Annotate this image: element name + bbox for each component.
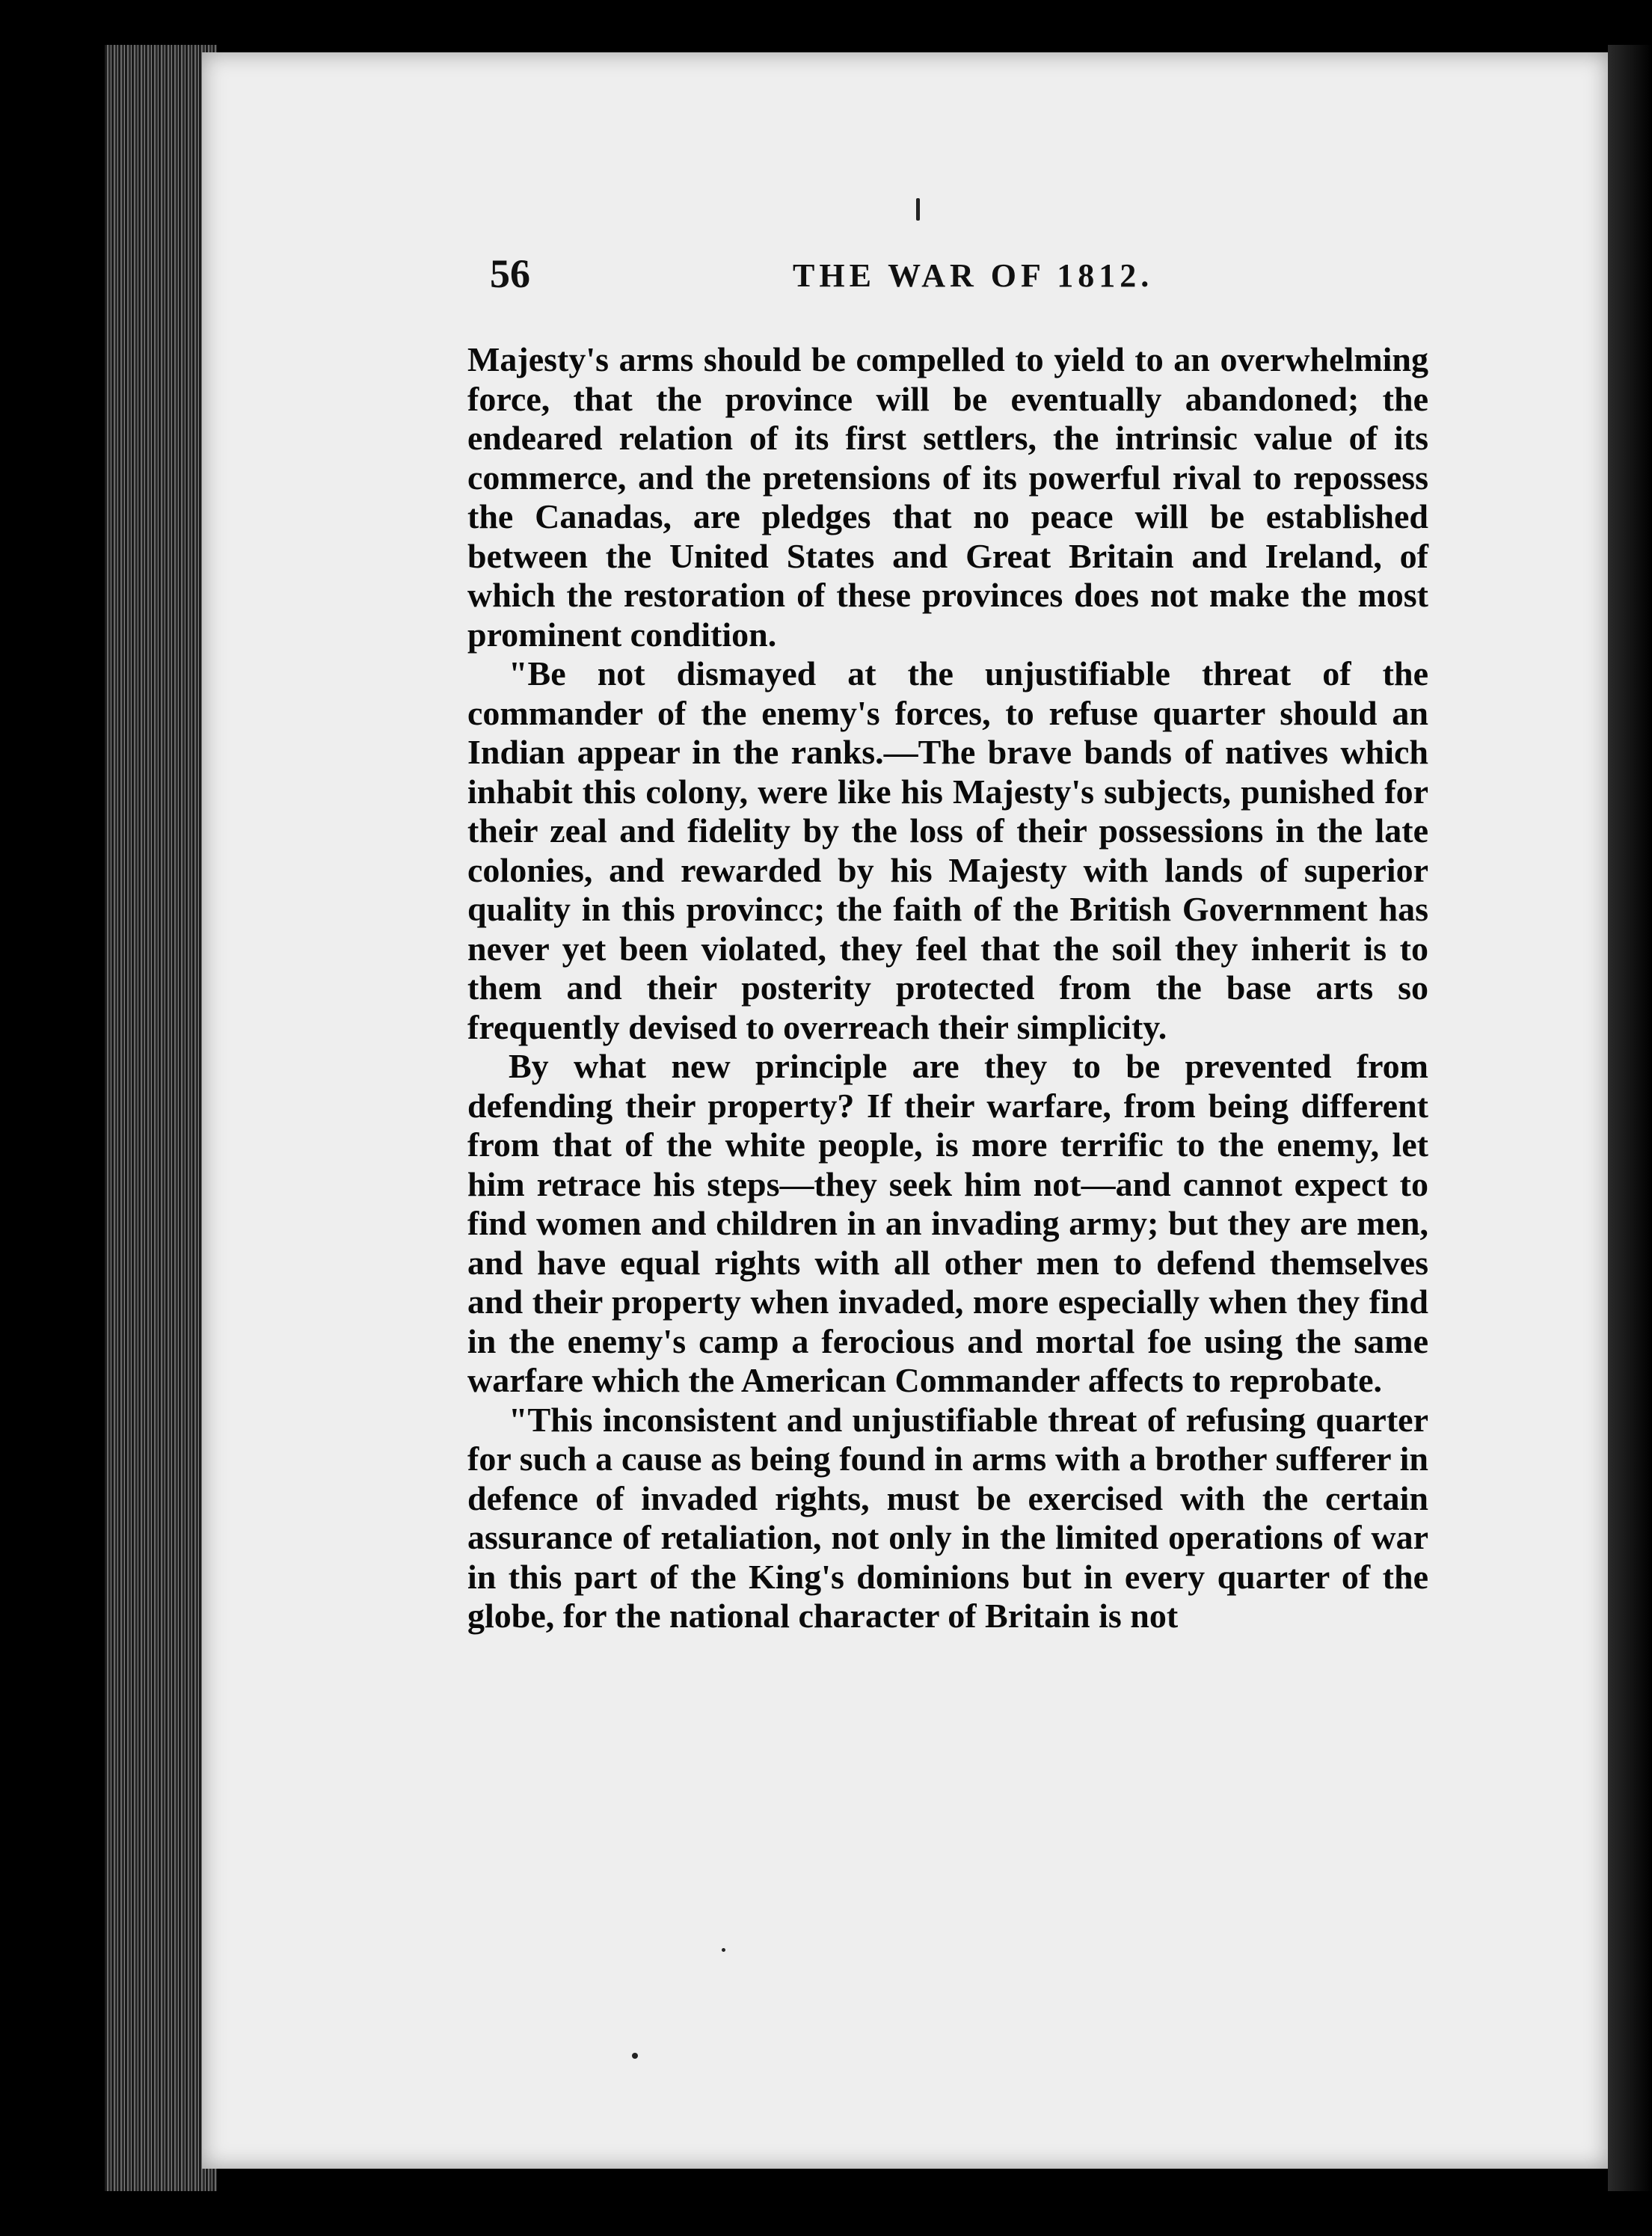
paragraph-4: "This inconsistent and unjustifiable threat of refusing quarter for such a cause as being found in arms with a brother sufferer in defence of invaded rights, must be exercised with the certain assurance of retaliation, not only in the limited operations of war in this part of the King's dominions but in every quarter of the globe, for the national character of Britain is not [467, 1400, 1428, 1635]
book-page-edges [105, 45, 217, 2191]
page-header [490, 251, 1462, 310]
body-text [467, 340, 1428, 1636]
running-title: THE WAR OF 1812. [793, 257, 1154, 294]
scan-speck [632, 2053, 638, 2059]
paragraph-3: By what new principle are they to be prevented from defending their property? If their warfare, from being different from that of the white people, is more terrific to the enemy, let him retrace his steps—they seek him not—and cannot expect to find women and children in an invading army; but they are men, and have equal rights with all other men to defend themselves and their property when invaded, more especially when they find in the enemy's camp a ferocious and mortal foe using the same warfare which the American Commander affects to reprobate. [467, 1047, 1428, 1399]
page-number: 56 [490, 251, 530, 296]
paragraph-1: Majesty's arms should be compelled to yield to an overwhelming force, that the province will be eventually abandoned; the endeared relation of its first settlers, the intrinsic value of its commerce, and the pretensions of its powerful rival to repossess the Canadas, are pledges that no peace will be established between the United States and Great Britain and Ireland, of which the restoration of these provinces does not make the most prominent condition. [467, 340, 1428, 654]
scan-speck [722, 1948, 725, 1952]
page-gutter-shadow [1608, 45, 1652, 2191]
paragraph-2: "Be not dismayed at the unjustifiable threat of the commander of the enemy's forces, to refuse quarter should an Indian appear in the ranks.—The brave bands of natives which inhabit this colony, were like his Majesty's subjects, punished for their zeal and fidelity by the loss of their possessions in the late colonies, and rewarded by his Majesty with lands of superior quality in this provincc; the faith of the British Government has never yet been violated, they feel that the soil they inherit is to them and their posterity protected from the base arts so frequently devised to overreach their simplicity. [467, 654, 1428, 1046]
scan-speck [916, 198, 920, 221]
